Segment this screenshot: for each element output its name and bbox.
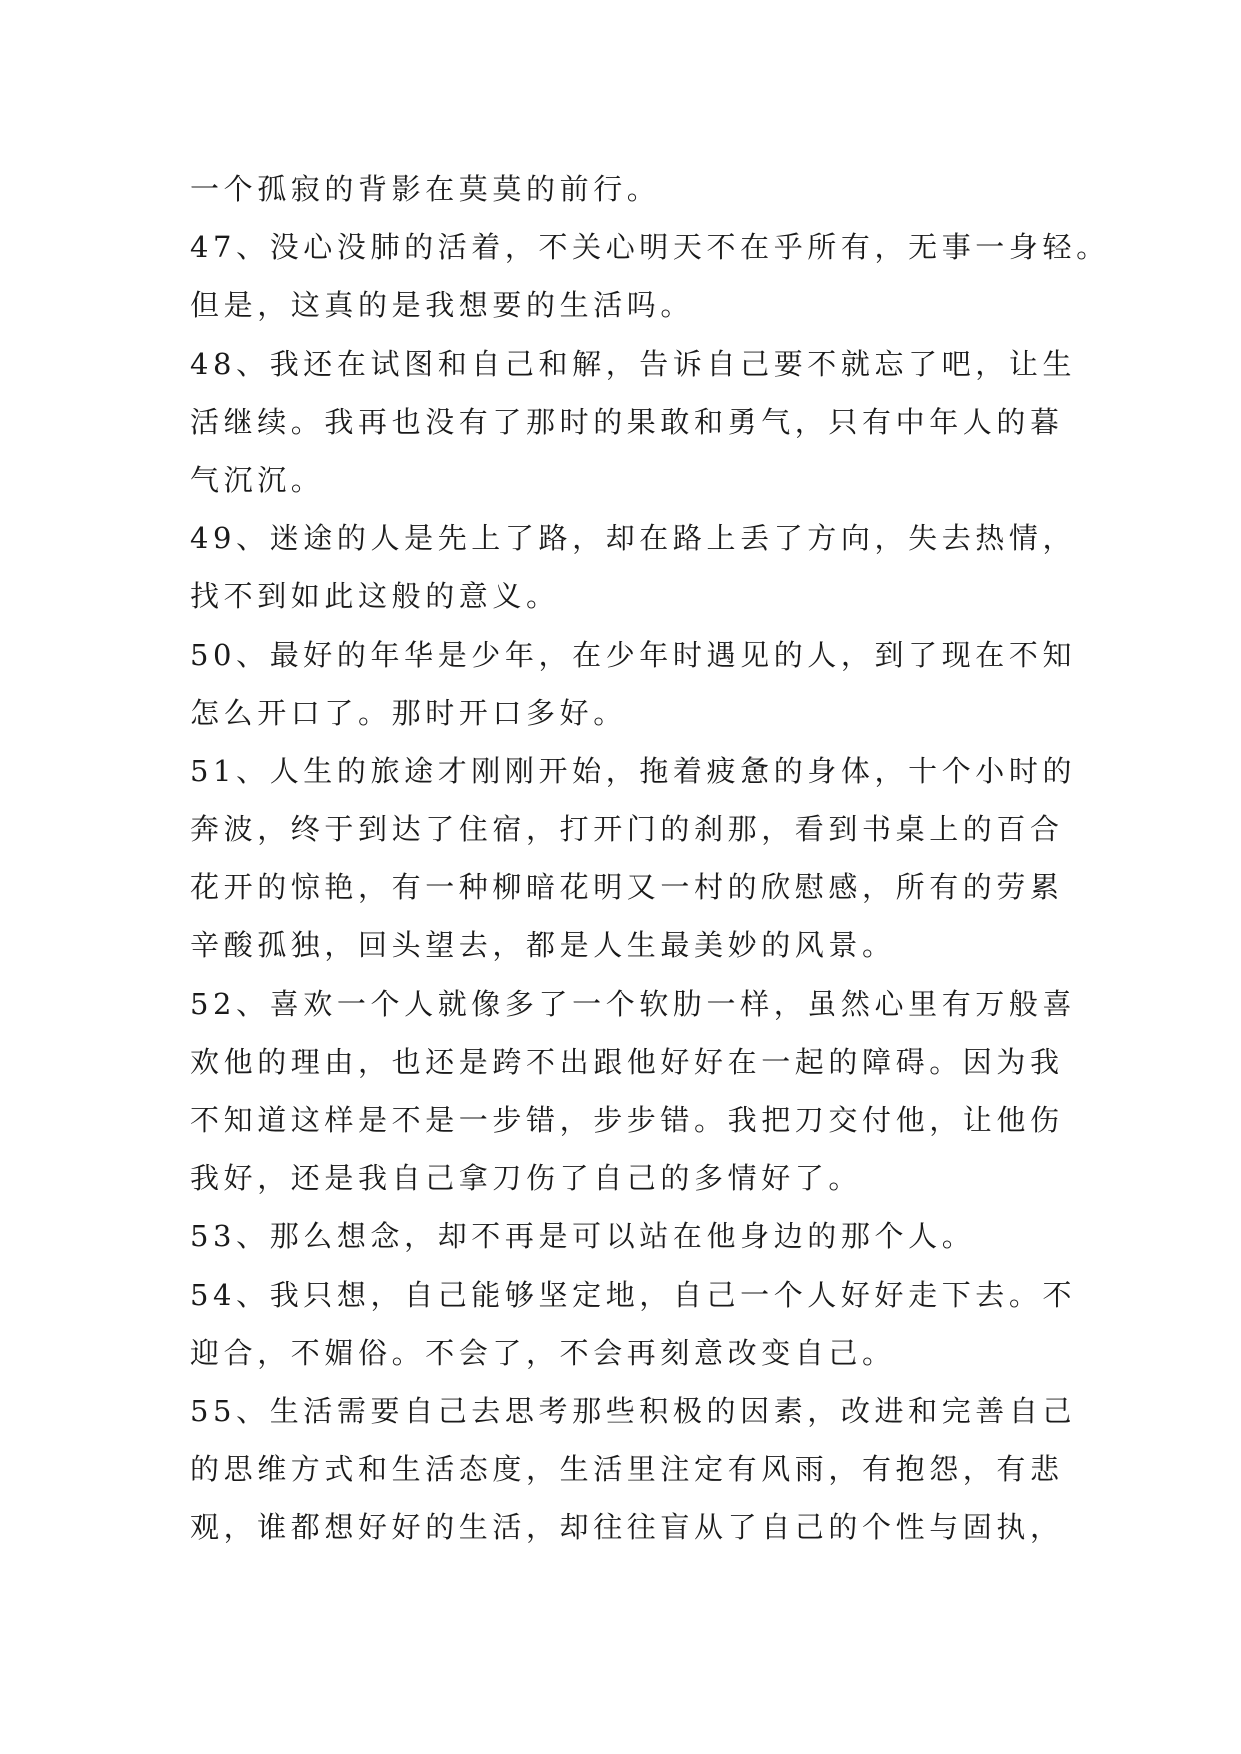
text-line: 55、生活需要自己去思考那些积极的因素，改进和完善自己 xyxy=(190,1393,1077,1428)
document-body xyxy=(190,160,1110,1557)
text-line: 52、喜欢一个人就像多了一个软肋一样，虽然心里有万般喜 xyxy=(190,986,1077,1021)
text-line: 怎么开口了。那时开口多好。 xyxy=(190,695,627,730)
text-line: 54、我只想，自己能够坚定地，自己一个人好好走下去。不 xyxy=(190,1277,1077,1312)
text-line: 活继续。我再也没有了那时的果敢和勇气，只有中年人的暮 xyxy=(190,404,1064,439)
text-line: 我好，还是我自己拿刀伤了自己的多情好了。 xyxy=(190,1161,863,1196)
text-line: 53、那么想念，却不再是可以站在他身边的那个人。 xyxy=(190,1219,976,1254)
text-line: 找不到如此这般的意义。 xyxy=(190,579,560,614)
text-line: 48、我还在试图和自己和解，告诉自己要不就忘了吧，让生 xyxy=(190,346,1077,381)
text-line: 花开的惊艳，有一种柳暗花明又一村的欣慰感，所有的劳累 xyxy=(190,870,1064,905)
text-line: 但是，这真的是我想要的生活吗。 xyxy=(190,288,695,323)
text-line: 欢他的理由，也还是跨不出跟他好好在一起的障碍。因为我 xyxy=(190,1044,1064,1079)
text-line: 不知道这样是不是一步错，步步错。我把刀交付他，让他伤 xyxy=(190,1103,1064,1137)
text-line: 的思维方式和生活态度，生活里注定有风雨，有抱怨，有悲 xyxy=(190,1452,1064,1487)
text-line: 气沉沉。 xyxy=(190,462,325,497)
text-line: 迎合，不媚俗。不会了，不会再刻意改变自己。 xyxy=(190,1335,896,1370)
text-line: 47、没心没肺的活着，不关心明天不在乎所有，无事一身轻。 xyxy=(190,230,1110,265)
text-line: 辛酸孤独，回头望去，都是人生最美妙的风景。 xyxy=(190,928,896,963)
text-line: 51、人生的旅途才刚刚开始，拖着疲惫的身体，十个小时的 xyxy=(190,753,1077,788)
text-line: 一个孤寂的背影在莫莫的前行。 xyxy=(190,172,661,206)
text-line: 49、迷途的人是先上了路，却在路上丢了方向，失去热情， xyxy=(190,521,1077,556)
text-line: 观，谁都想好好的生活，却往往盲从了自己的个性与固执， xyxy=(190,1510,1064,1545)
text-line: 奔波，终于到达了住宿，打开门的刹那，看到书桌上的百合 xyxy=(190,812,1064,847)
text-line: 50、最好的年华是少年，在少年时遇见的人，到了现在不知 xyxy=(190,637,1077,672)
